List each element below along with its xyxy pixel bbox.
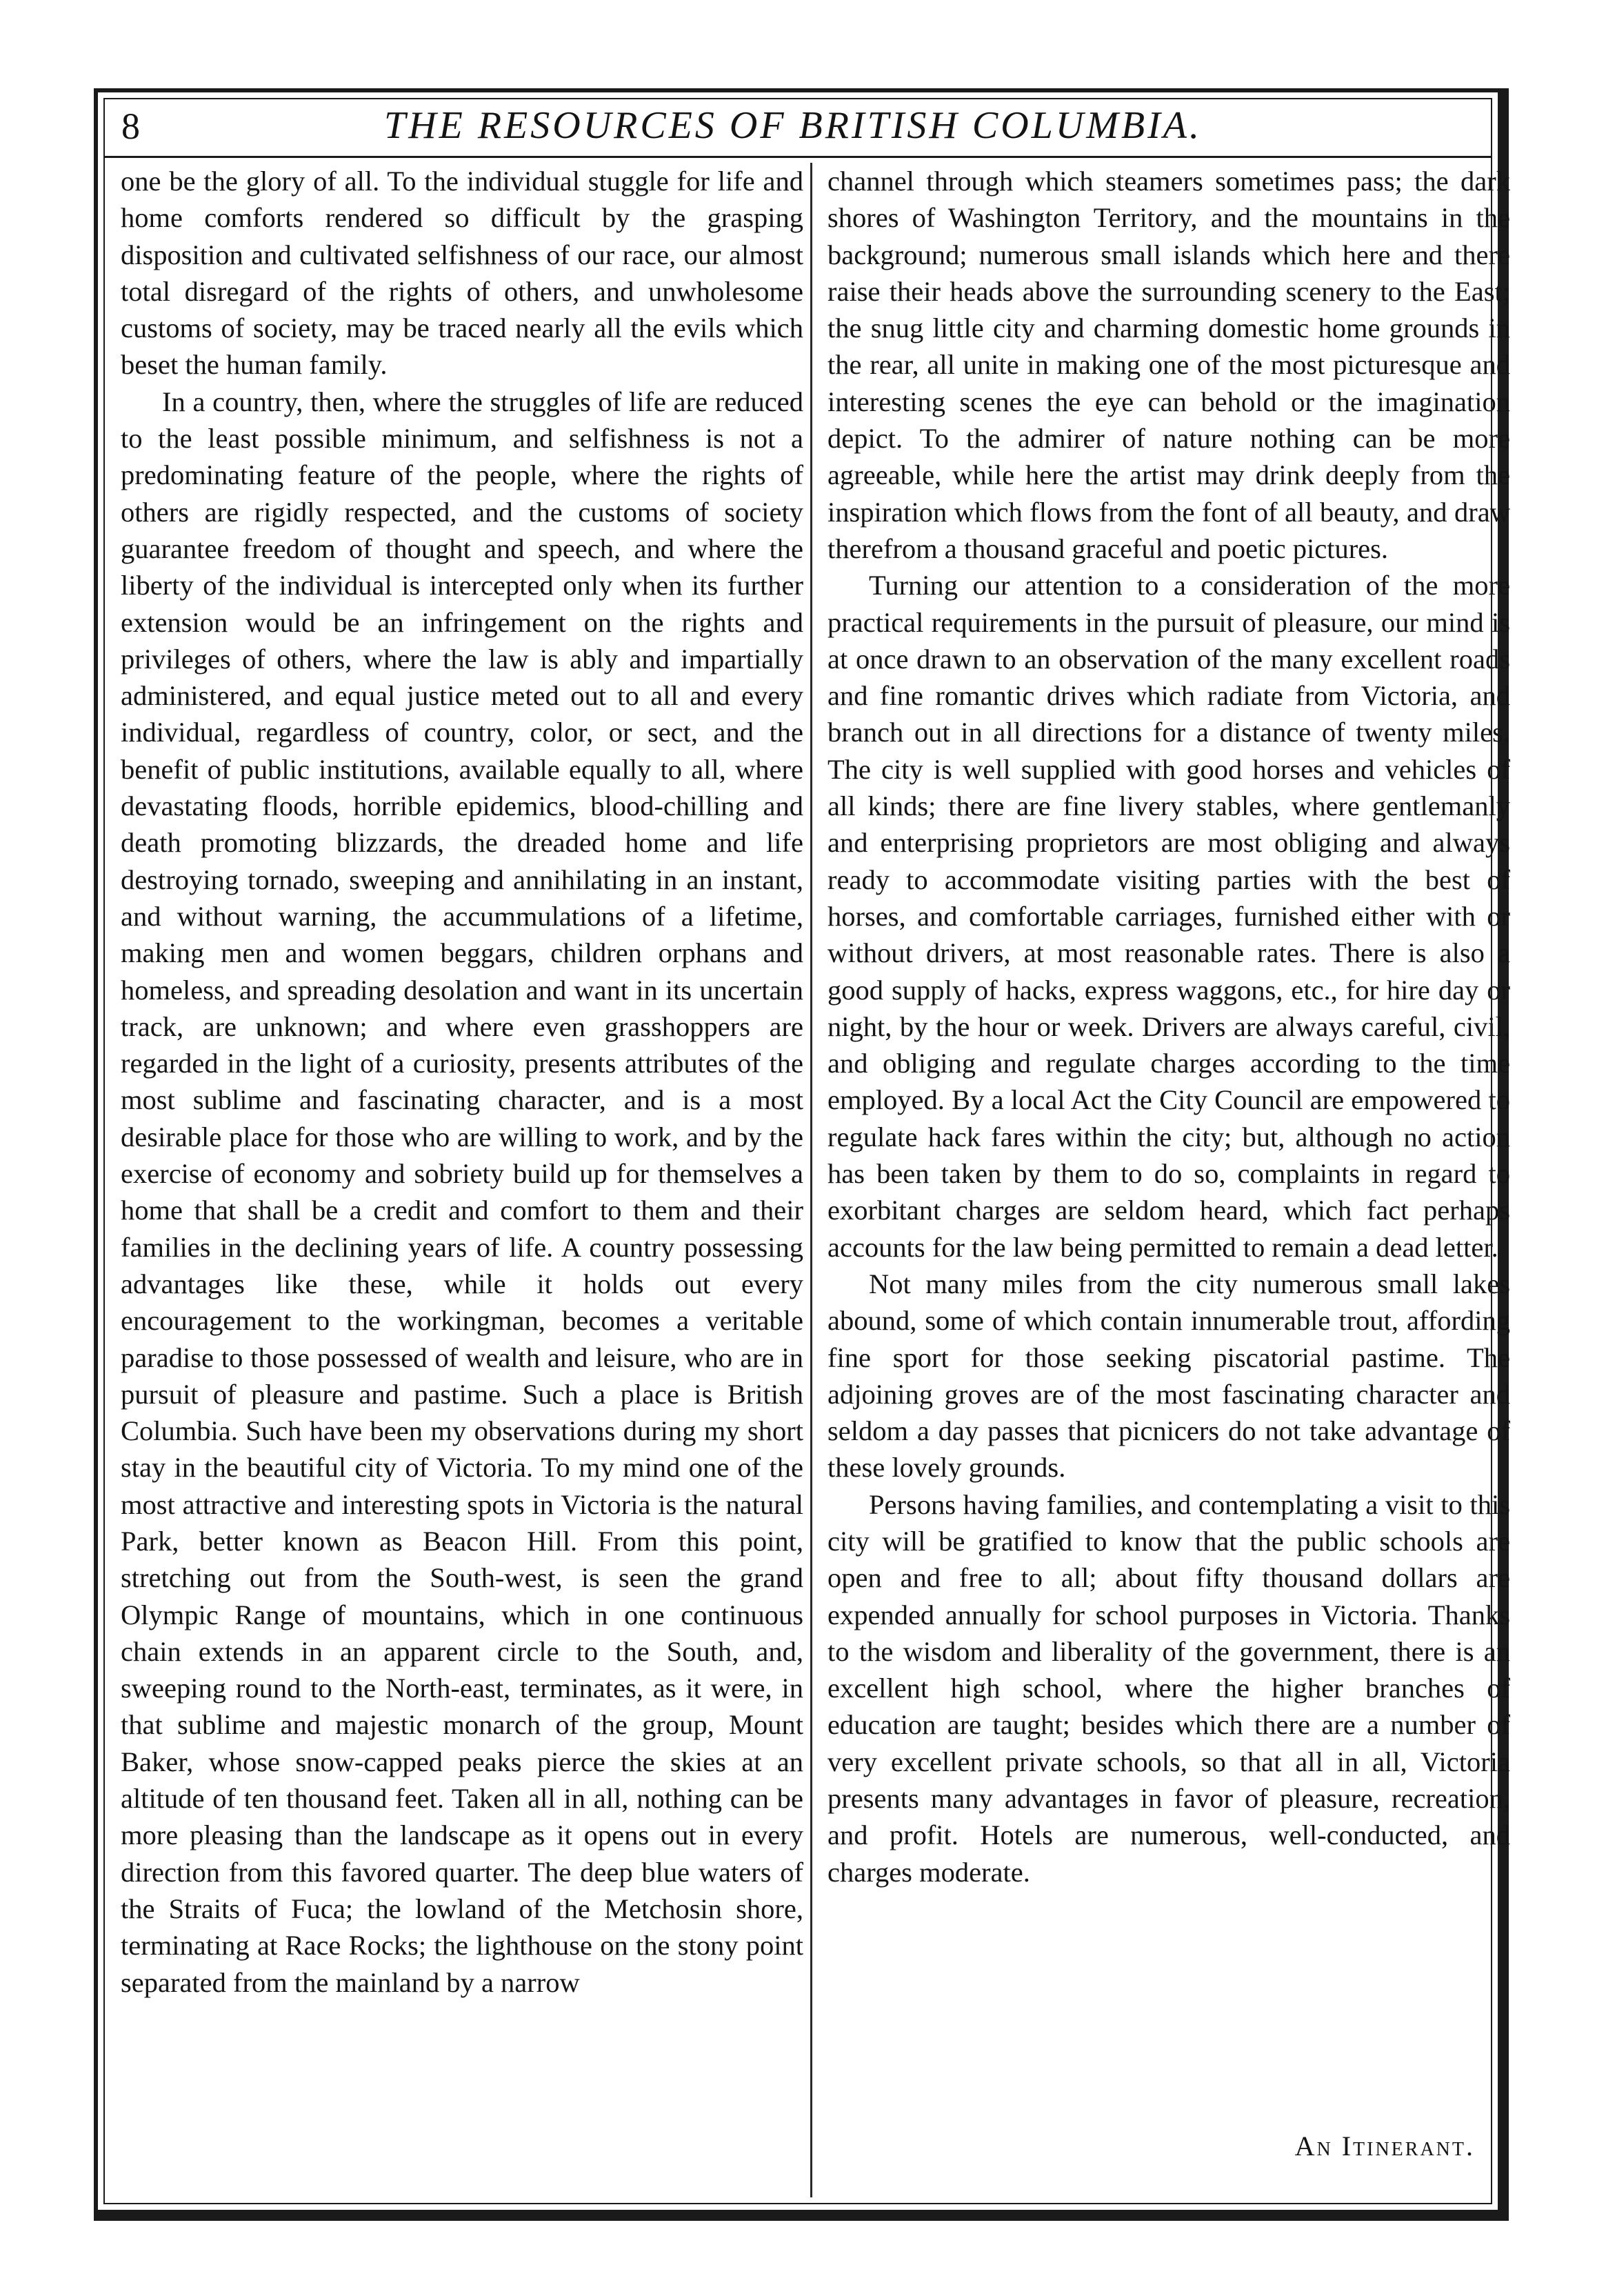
right-column	[827, 163, 1510, 1890]
paragraph: channel through which steamers sometimes pass; the dark shores of Washington Territory, and the mountains in the background; numerous small islands which here and there raise their heads above the surrounding scenery to the East; the snug little city and charming domestic home grounds in the rear, all unite in making one of the most picturesque and interesting scenes the eye can behold or the imagination depict. To the admirer of nature nothing can be more agreeable, while here the artist may drink deeply from the inspiration which flows from the font of all beauty, and draw therefrom a thousand graceful and poetic pictures.	[827, 166, 1510, 564]
header-rule	[103, 156, 1492, 158]
column-divider	[810, 163, 812, 2197]
left-column	[121, 163, 803, 2001]
paragraph: Not many miles from the city numerous small lakes abound, some of which contain innumerable trout, affording fine sport for those seeking piscatorial pastime. The adjoining groves are of the most fascinating character and seldom a day passes that picnicers do not take advantage of these lovely grounds.	[827, 1268, 1510, 1484]
paragraph: one be the glory of all. To the individual stuggle for life and home comforts rendered so difficult by the grasping disposition and cultivated selfishness of our race, our almost total disregard of the rights of others, and unwholesome customs of society, may be traced nearly all the evils which beset the human family.	[121, 166, 803, 381]
author-signature: An Itinerant.	[1294, 2130, 1475, 2162]
page-number: 8	[121, 106, 140, 147]
paragraph: Turning our attention to a consideration of the more practical requirements in the pursuit of pleasure, our mind is at once drawn to an observation of the many excellent roads and fine romantic drives which radiate from Victoria, and branch out in all directions for a distance of twenty miles. The city is well supplied with good horses and vehicles of all kinds; there are fine livery stables, where gentlemanly and enterprising proprietors are most obliging and always ready to accommodate visiting parties with the best of horses, and comfortable carriages, furnished either with or without drivers, at most reasonable rates. There is also a good supply of hacks, express waggons, etc., for hire day or night, by the hour or week. Drivers are always careful, civil, and obliging and regulate charges according to the time employed. By a local Act the City Council are empowered to regulate hack fares within the city; but, although no action has been taken by them to do so, complaints in regard to exorbitant charges are seldom heard, which fact perhaps accounts for the law being permitted to remain a dead letter.	[827, 570, 1510, 1263]
paragraph: In a country, then, where the struggles of life are reduced to the least possible minimum, and selfishness is not a predominating feature of the people, where the rights of others are rigidly respected, and the customs of society guarantee freedom of thought and speech, and where the liberty of the individual is intercepted only when its further extension would be an infringement on the rights and privileges of others, where the law is ably and impartially administered, and equal justice meted out to all and every individual, regardless of country, color, or sect, and the benefit of public institutions, available equally to all, where devastating floods, horrible epidemics, blood-chilling and death promoting blizzards, the dreaded home and life destroying tornado, sweeping and annihilating in an instant, and without warning, the accummulations of a lifetime, making men and women beggars, children orphans and homeless, and spreading desolation and want in its uncertain track, are unknown; and where even grasshoppers are regarded in the light of a curiosity, presents attributes of the most sublime and fascinating character, and is a most desirable place for those who are willing to work, and by the exercise of economy and sobriety build up for themselves a home that shall be a credit and comfort to them and their families in the declining years of life. A country possessing advantages like these, while it holds out every encouragement to the workingman, becomes a veritable paradise to those possessed of wealth and leisure, who are in pursuit of pleasure and pastime. Such a place is British Columbia. Such have been my observations during my short stay in the beautiful city of Victoria. To my mind one of the most attractive and interesting spots in Victoria is the natural Park, better known as Beacon Hill. From this point, stretching out from the South-west, is seen the grand Olympic Range of mountains, which in one continuous chain extends in an apparent circle to the South, and, sweeping round to the North-east, terminates, as it were, in that sublime and majestic monarch of the group, Mount Baker, whose snow-capped peaks pierce the skies at an altitude of ten thousand feet. Taken all in all, nothing can be more pleasing than the landscape as it opens out in every direction from this favored quarter. The deep blue waters of the Straits of Fuca; the lowland of the Metchosin shore, terminating at Race Rocks; the lighthouse on the stony point separated from the mainland by a narrow	[121, 386, 803, 1998]
paragraph: Persons having families, and contemplating a visit to this city will be gratified to know that the public schools are open and free to all; about fifty thousand dollars are expended annually for school purposes in Victoria. Thanks to the wisdom and liberality of the government, there is an excellent high school, where the higher branches of education are taught; besides which there are a number of very excellent private schools, so that all in all, Victoria presents many advantages in favor of pleasure, recreation, and profit. Hotels are numerous, well-conducted, and charges moderate.	[827, 1488, 1510, 1888]
running-head: THE RESOURCES OF BRITISH COLUMBIA.	[384, 104, 1202, 147]
frame-shadow-bottom	[94, 2214, 1509, 2221]
